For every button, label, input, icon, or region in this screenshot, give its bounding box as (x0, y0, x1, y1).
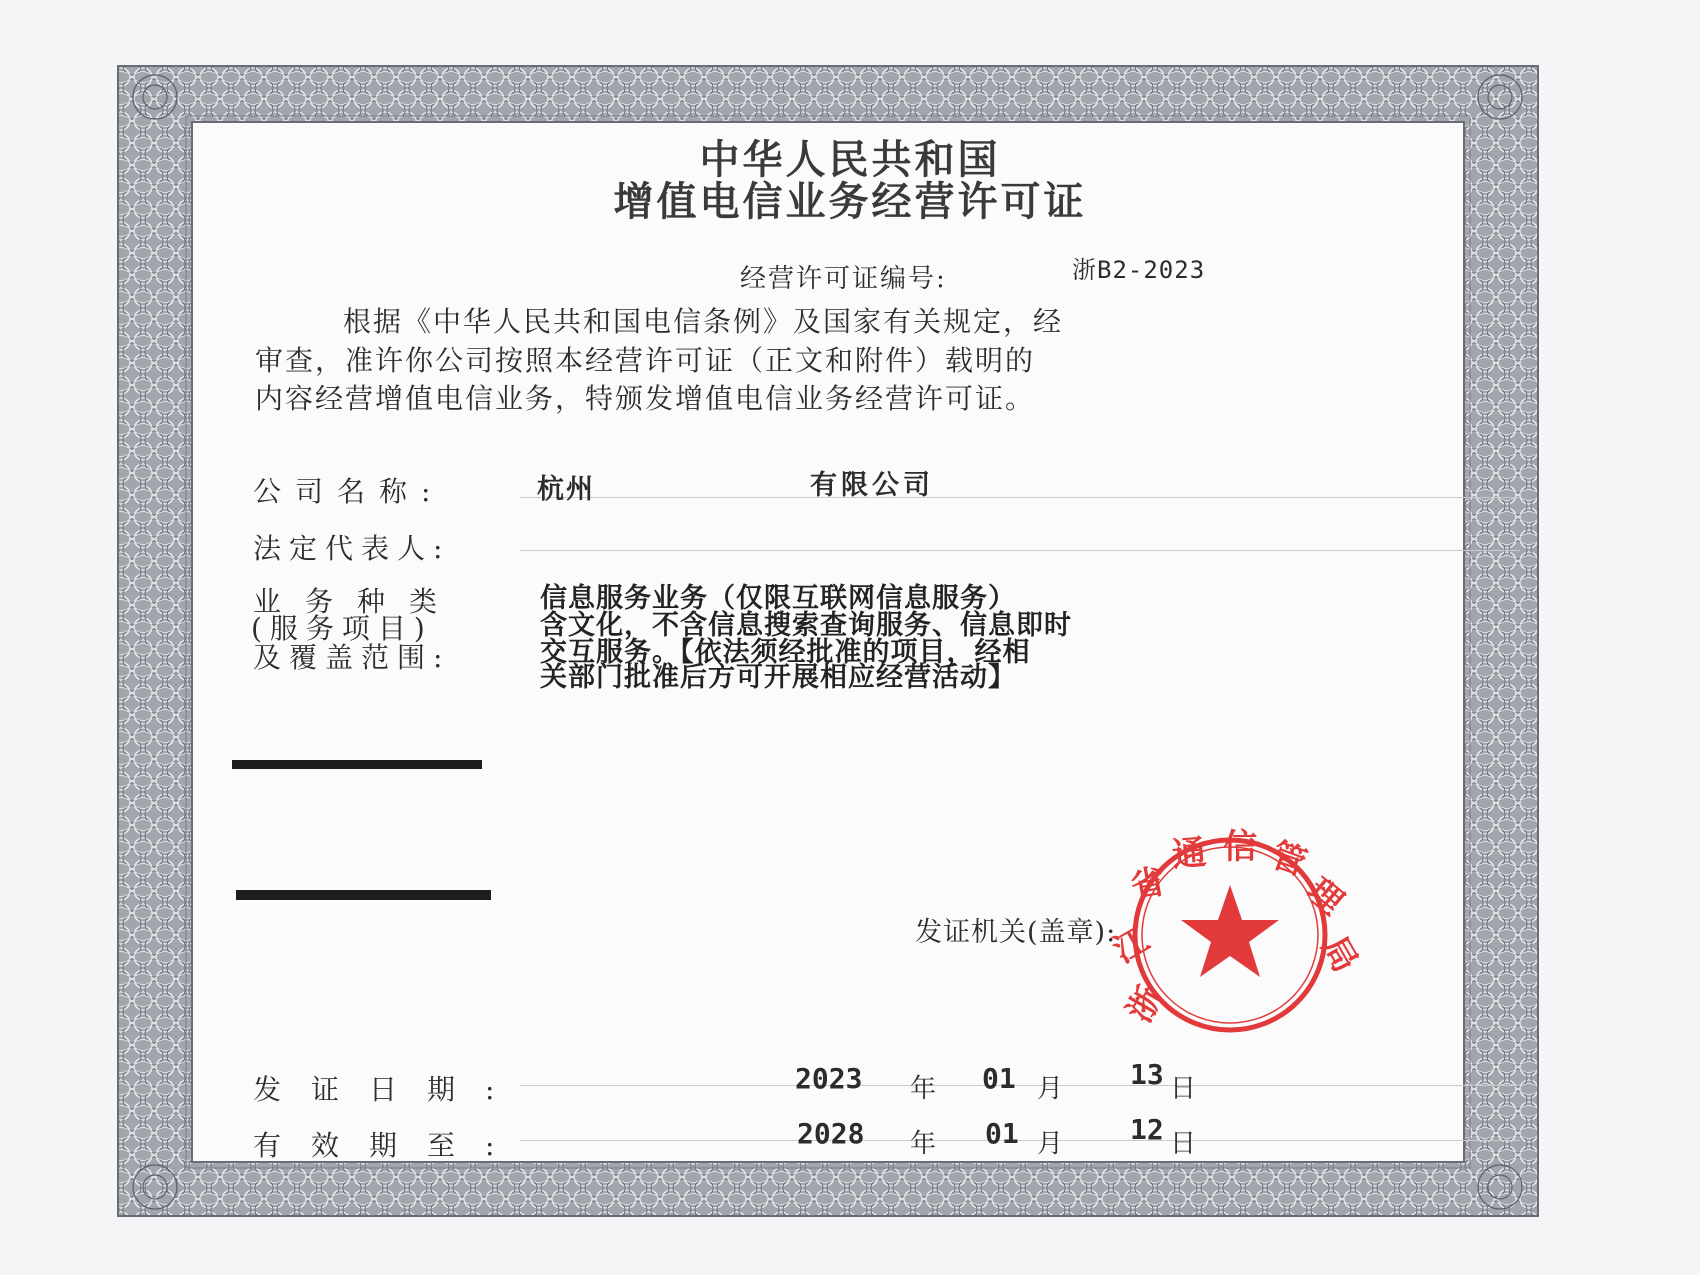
service-scope-line2: 含文化，不含信息搜索查询服务、信息即时 (540, 610, 1072, 641)
company-name-label: 公司名称: (253, 475, 445, 508)
svg-text:省: 省 (1127, 861, 1169, 907)
issue-date-month-unit: 月 (1037, 1074, 1064, 1104)
rule-line (520, 1085, 1520, 1086)
svg-text:通: 通 (1170, 832, 1208, 876)
service-type-label-2: (服务项目) (251, 612, 433, 645)
svg-text:江: 江 (1106, 919, 1157, 972)
valid-until-day-unit: 日 (1170, 1129, 1197, 1159)
valid-until-label: 有效期至: (253, 1129, 525, 1162)
svg-text:管: 管 (1265, 835, 1312, 885)
certificate-title-line1: 中华人民共和国 (699, 136, 1001, 183)
paragraph-line1: 根据《中华人民共和国电信条例》及国家有关规定，经 (343, 305, 1064, 338)
svg-text:理: 理 (1299, 870, 1351, 923)
issue-date-day-unit: 日 (1170, 1074, 1197, 1104)
issue-date-month: 01 (982, 1062, 1016, 1095)
permit-number-label: 经营许可证编号: (740, 264, 947, 294)
company-name-value-prefix: 杭州 (537, 474, 595, 505)
valid-until-year-unit: 年 (910, 1129, 937, 1159)
valid-until-day: 12 (1130, 1113, 1164, 1146)
issuing-authority-label: 发证机关(盖章): (915, 917, 1117, 948)
permit-number-value: 浙B2-2023 (1072, 256, 1206, 284)
issue-date-year: 2023 (795, 1062, 863, 1095)
service-scope-line4: 关部门批准后方可开展相应经营活动】 (540, 662, 1016, 693)
service-scope-line3: 交互服务。【依法须经批准的项目，经相 (540, 637, 1031, 668)
legal-representative-label: 法定代表人: (253, 532, 451, 565)
issue-date-label: 发证日期: (253, 1073, 525, 1106)
valid-until-month-unit: 月 (1037, 1129, 1064, 1159)
rule-line (520, 497, 1520, 498)
certificate-title-line2: 增值电信业务经营许可证 (613, 178, 1087, 225)
svg-text:局: 局 (1313, 929, 1366, 980)
redaction-bar (232, 760, 482, 769)
svg-text:浙: 浙 (1119, 979, 1172, 1030)
rule-line (520, 550, 1520, 551)
service-type-label-3: 及覆盖范围: (253, 641, 451, 674)
paragraph-line2: 审查，准许你公司按照本经营许可证（正文和附件）载明的 (255, 344, 1036, 377)
company-name-value-suffix: 有限公司 (810, 470, 934, 501)
valid-until-month: 01 (985, 1117, 1019, 1150)
redaction-bar (236, 890, 491, 900)
service-scope-line1: 信息服务业务（仅限互联网信息服务） (540, 583, 1016, 614)
paragraph-line3: 内容经营增值电信业务，特颁发增值电信业务经营许可证。 (255, 382, 1036, 415)
svg-text:信: 信 (1223, 827, 1257, 867)
issue-date-day: 13 (1130, 1058, 1164, 1091)
service-type-label-1: 业务种类 (253, 585, 462, 618)
rule-line (520, 1140, 1520, 1141)
valid-until-year: 2028 (797, 1117, 865, 1150)
issue-date-year-unit: 年 (910, 1074, 937, 1104)
